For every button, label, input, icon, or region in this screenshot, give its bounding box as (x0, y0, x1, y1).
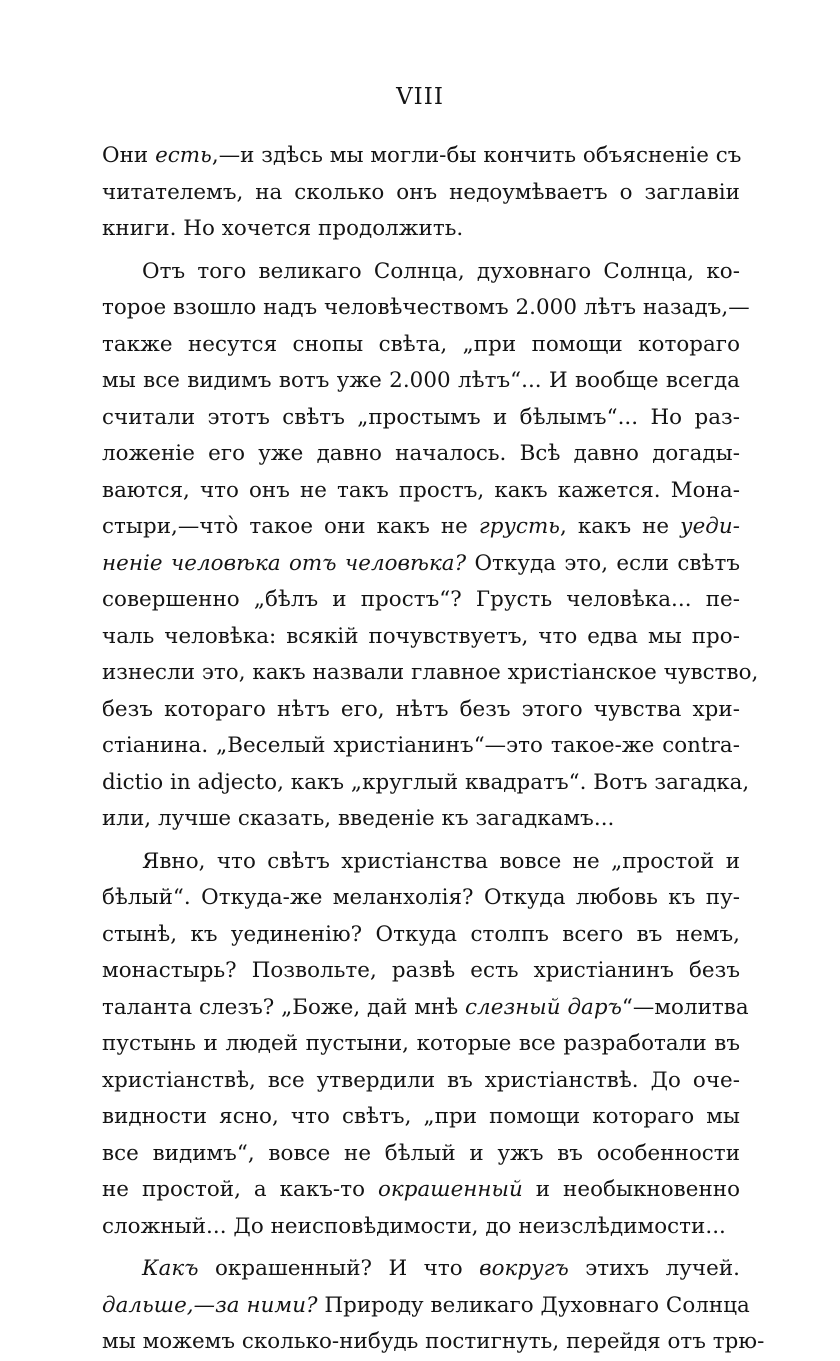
text-line (102, 1324, 765, 1361)
text-run: или, лучше сказать, введеніе къ загадкамъ... (102, 806, 615, 831)
text-run: Природу великаго Духовнаго Солнца (317, 1292, 750, 1318)
page-number: VIII (396, 84, 444, 110)
text-run: пустынь и людей пустыни, которые все разработали въ (102, 1031, 740, 1056)
text-line (102, 1172, 740, 1209)
text-line (102, 765, 750, 802)
text-line (102, 953, 740, 990)
text-run: все видимъ“, вовсе не бѣлый и ужъ въ особенности (102, 1140, 740, 1166)
text-line (102, 990, 749, 1027)
text-run: ,—и здѣсь мы могли-бы кончить объясненіе съ (211, 143, 742, 168)
text-run: Явно, что свѣтъ христіанства вовсе не „простой и (142, 848, 740, 874)
italic-emphasis: грусть (478, 514, 560, 539)
text-run: безъ котораго нѣтъ его, нѣтъ безъ этого чувства хри- (102, 696, 740, 722)
text-line (102, 917, 740, 954)
text-run: Откуда это, если свѣтъ (466, 550, 741, 576)
text-run: христіанствѣ, все утвердили въ христіанствѣ. До оче- (102, 1067, 740, 1093)
italic-emphasis: слезный даръ (465, 994, 622, 1020)
text-run: торое взошло надъ человѣчествомъ 2.000 лѣтъ назадъ,— (102, 295, 750, 320)
text-line (102, 473, 740, 510)
text-line (102, 400, 740, 437)
text-run: , какъ не (559, 514, 681, 539)
text-run: не простой, а какъ-то (102, 1177, 378, 1202)
text-run: также несутся снопы свѣта, „при помощи котораго (102, 331, 740, 357)
text-run: Отъ того великаго Солнца, духовнаго Солнца, ко- (142, 258, 740, 284)
text-line (102, 1099, 740, 1136)
text-run: окрашенный? И что (198, 1256, 480, 1281)
text-run: мы можемъ сколько-нибудь постигнуть, перейдя отъ трю- (102, 1329, 765, 1354)
text-line (102, 582, 740, 619)
text-run: стыри,—что̀ такое они какъ не (102, 514, 479, 539)
text-run: ваются, что онъ не такъ простъ, какъ кажется. Мона- (102, 477, 740, 503)
text-run: dictio in adjecto, какъ „круглый квадратъ“. Вотъ загадка, (102, 769, 750, 795)
text-run: книги. Но хочется продолжить. (102, 216, 464, 241)
text-run: ложеніе его уже давно началось. Всѣ давно догады- (102, 441, 740, 466)
text-line (102, 290, 750, 327)
italic-emphasis: есть (155, 143, 212, 168)
text-line (102, 546, 740, 583)
text-line (102, 1288, 750, 1325)
text-line (102, 327, 740, 364)
text-run: видности ясно, что свѣтъ, „при помощи котораго мы (102, 1104, 740, 1129)
text-line (102, 655, 759, 692)
text-line (102, 692, 740, 729)
italic-emphasis: уеди- (680, 514, 740, 539)
text-run: изнесли это, какъ назвали главное христіанское чувство, (102, 660, 759, 685)
text-line (102, 254, 740, 291)
text-run: этихъ лучей. (568, 1256, 740, 1281)
text-line (102, 1063, 740, 1100)
text-run: бѣлый“. Откуда-же меланхолія? Откуда любовь къ пу- (102, 885, 740, 910)
text-run: сложный... До неисповѣдимости, до неизслѣдимости... (102, 1213, 726, 1239)
text-run: совершенно „бѣлъ и простъ“? Грусть человѣка... пе- (102, 587, 740, 612)
text-run: чаль человѣка: всякій почувствуетъ, что едва мы про- (102, 623, 740, 649)
text-line (102, 509, 740, 546)
text-run: и необыкновенно (522, 1177, 740, 1202)
text-run: считали этотъ свѣтъ „простымъ и бѣлымъ“... Но раз- (102, 404, 740, 430)
text-run: “—молитва (621, 994, 749, 1020)
text-line (102, 175, 740, 212)
italic-emphasis: неніе человѣка отъ человѣка? (102, 550, 467, 576)
text-run: Они (102, 143, 156, 168)
text-line (102, 1136, 740, 1173)
text-line (102, 844, 740, 881)
text-line (102, 1251, 740, 1288)
text-run: стіанина. „Веселый христіанинъ“—это такое-же contra- (102, 733, 740, 758)
text-line (102, 880, 740, 917)
text-run: стынѣ, къ уединенію? Откуда столпъ всего въ немъ, (102, 921, 740, 947)
text-line (102, 801, 740, 838)
italic-emphasis: дальше,—за ними? (102, 1292, 318, 1318)
text-run: таланта слезъ? „Боже, дай мнѣ (102, 994, 466, 1020)
text-line (102, 211, 740, 248)
text-line (102, 619, 740, 656)
text-line (102, 436, 740, 473)
text-line (102, 1209, 740, 1246)
text-run: монастырь? Позвольте, развѣ есть христіанинъ безъ (102, 958, 740, 983)
italic-emphasis: Какъ (142, 1256, 199, 1281)
italic-emphasis: вокругъ (479, 1256, 569, 1281)
text-line (102, 138, 740, 175)
italic-emphasis: окрашенный (377, 1177, 523, 1202)
body-text (102, 138, 765, 1361)
text-run: читателемъ, на сколько онъ недоумѣваетъ о заглавіи (102, 179, 740, 205)
text-line (102, 363, 740, 400)
text-line (102, 728, 740, 765)
text-line (102, 1026, 740, 1063)
text-run: мы все видимъ вотъ уже 2.000 лѣтъ“... И вообще всегда (102, 368, 740, 393)
